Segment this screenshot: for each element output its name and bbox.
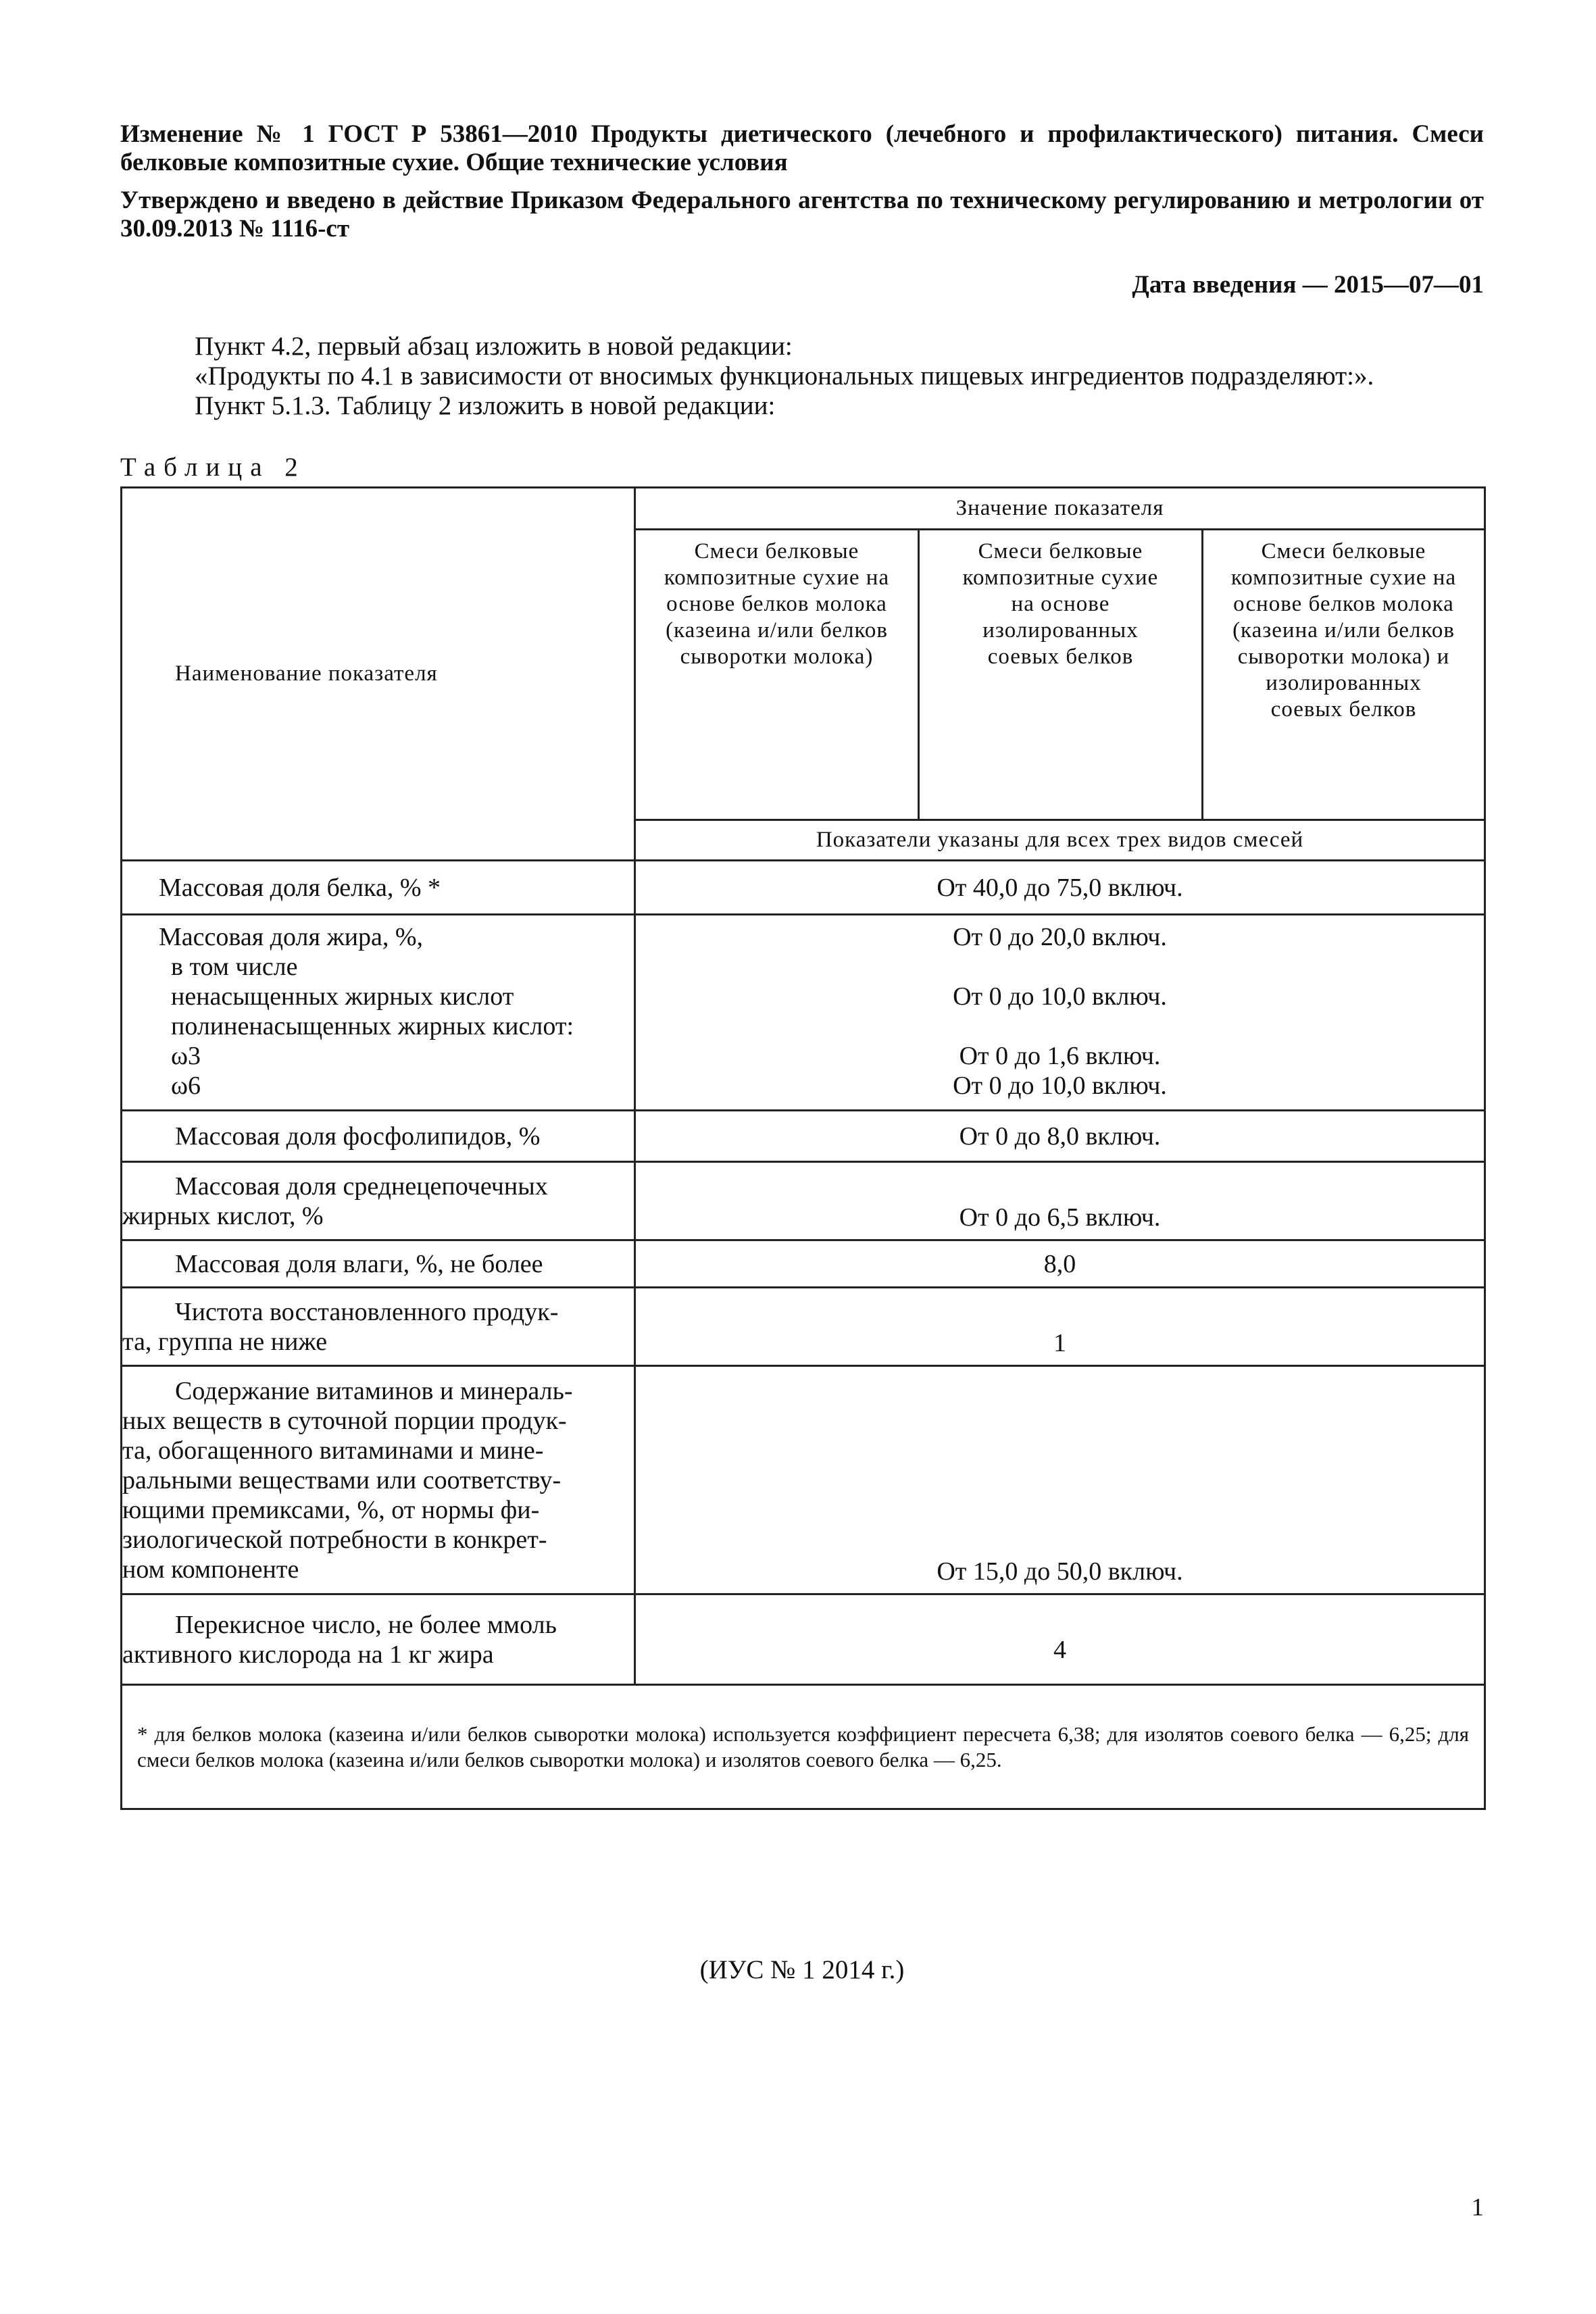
body-line-1: Пункт 4.2, первый абзац изложить в новой редакции: <box>195 332 793 361</box>
row-peroxide-name: Перекисное число, не более ммоль активного кислорода на 1 кг жира <box>122 1594 635 1685</box>
ius-reference: (ИУС № 1 2014 г.) <box>699 1955 905 1984</box>
row-vitamins-value: От 15,0 до 50,0 включ. <box>635 1366 1485 1594</box>
row-vitamins-name: Содержание витаминов и минераль- ных веществ в суточной порции продук- та, обогащенного витаминами и мине- ральными веществами или соответству- ющими премиксами, %, от нормы фи- зиологической потребности в конкрет- ном компоненте <box>122 1366 635 1594</box>
table-header-row <box>122 488 1485 530</box>
table-row <box>122 1594 1485 1685</box>
table-row <box>122 1162 1485 1240</box>
header-value: Значение показателя <box>635 488 1485 530</box>
table-row <box>122 1366 1485 1594</box>
table-footnote: * для белков молока (казеина и/или белков сыворотки молока) используется коэффициент пересчета 6,38; для изолятов соевого белка — 6,25; для смеси белков молока (казеина и/или белков сыворотки молока) и изолятов соевого белка — 6,25. <box>122 1685 1485 1809</box>
row-mct-value: От 0 до 6,5 включ. <box>635 1162 1485 1240</box>
table-row <box>122 1240 1485 1288</box>
table-row <box>122 915 1485 1111</box>
row-moisture-name: Массовая доля влаги, %, не более <box>122 1240 635 1288</box>
document-page <box>120 120 1484 2221</box>
row-fat-name: Массовая доля жира, %, в том числе ненасыщенных жирных кислот полиненасыщенных жирных кислот: ω3 ω6 <box>122 915 635 1111</box>
row-mct-name: Массовая доля среднецепочечных жирных кислот, % <box>122 1162 635 1240</box>
row-fat-value: От 0 до 20,0 включ. От 0 до 10,0 включ. От 0 до 1,6 включ. От 0 до 10,0 включ. <box>635 915 1485 1111</box>
page-number: 1 <box>1471 2194 1484 2221</box>
table-footnote-row <box>122 1685 1485 1809</box>
body-line-2: «Продукты по 4.1 в зависимости от вносимых функциональных пищевых ингредиентов подразделяют:». <box>195 361 1374 391</box>
table-row <box>122 1111 1485 1162</box>
amendment-title: Изменение № 1 ГОСТ Р 53861—2010 Продукты диетического (лечебного и профилактического) питания. Смеси белковые композитные сухие. Общие технические условия <box>120 120 1484 176</box>
effective-date: Дата введения — 2015—07—01 <box>1132 271 1484 299</box>
table-row <box>122 1288 1485 1366</box>
header-col-mixed: Смеси белковые композитные сухие на основе белков молока (казеина и/или белков сыворотки молока) и изолированных соевых белков <box>1203 530 1485 820</box>
header-name: Наименование показателя <box>122 488 635 861</box>
table-row <box>122 861 1485 915</box>
row-protein-name: Массовая доля белка, % * <box>122 861 635 915</box>
body-line-3: Пункт 5.1.3. Таблицу 2 изложить в новой редакции: <box>195 391 776 420</box>
row-phospholipids-value: От 0 до 8,0 включ. <box>635 1111 1485 1162</box>
row-phospholipids-name: Массовая доля фосфолипидов, % <box>122 1111 635 1162</box>
row-protein-value: От 40,0 до 75,0 включ. <box>635 861 1485 915</box>
header-col-milk: Смеси белковые композитные сухие на основе белков молока (казеина и/или белков сыворотки молока) <box>635 530 919 820</box>
row-moisture-value: 8,0 <box>635 1240 1485 1288</box>
amendment-body <box>120 332 1484 421</box>
table-caption: Таблица 2 <box>120 453 306 482</box>
row-peroxide-value: 4 <box>635 1594 1485 1685</box>
indicator-table <box>120 486 1486 1810</box>
header-col-soy: Смеси белковые композитные сухие на основе изолированных соевых белков <box>919 530 1203 820</box>
row-purity-value: 1 <box>635 1288 1485 1366</box>
header-all-three: Показатели указаны для всех трех видов смесей <box>635 820 1485 861</box>
row-purity-name: Чистота восстановленного продук- та, группа не ниже <box>122 1288 635 1366</box>
approval-statement: Утверждено и введено в действие Приказом Федерального агентства по техническому регулированию и метрологии от 30.09.2013 № 1116-ст <box>120 186 1484 243</box>
